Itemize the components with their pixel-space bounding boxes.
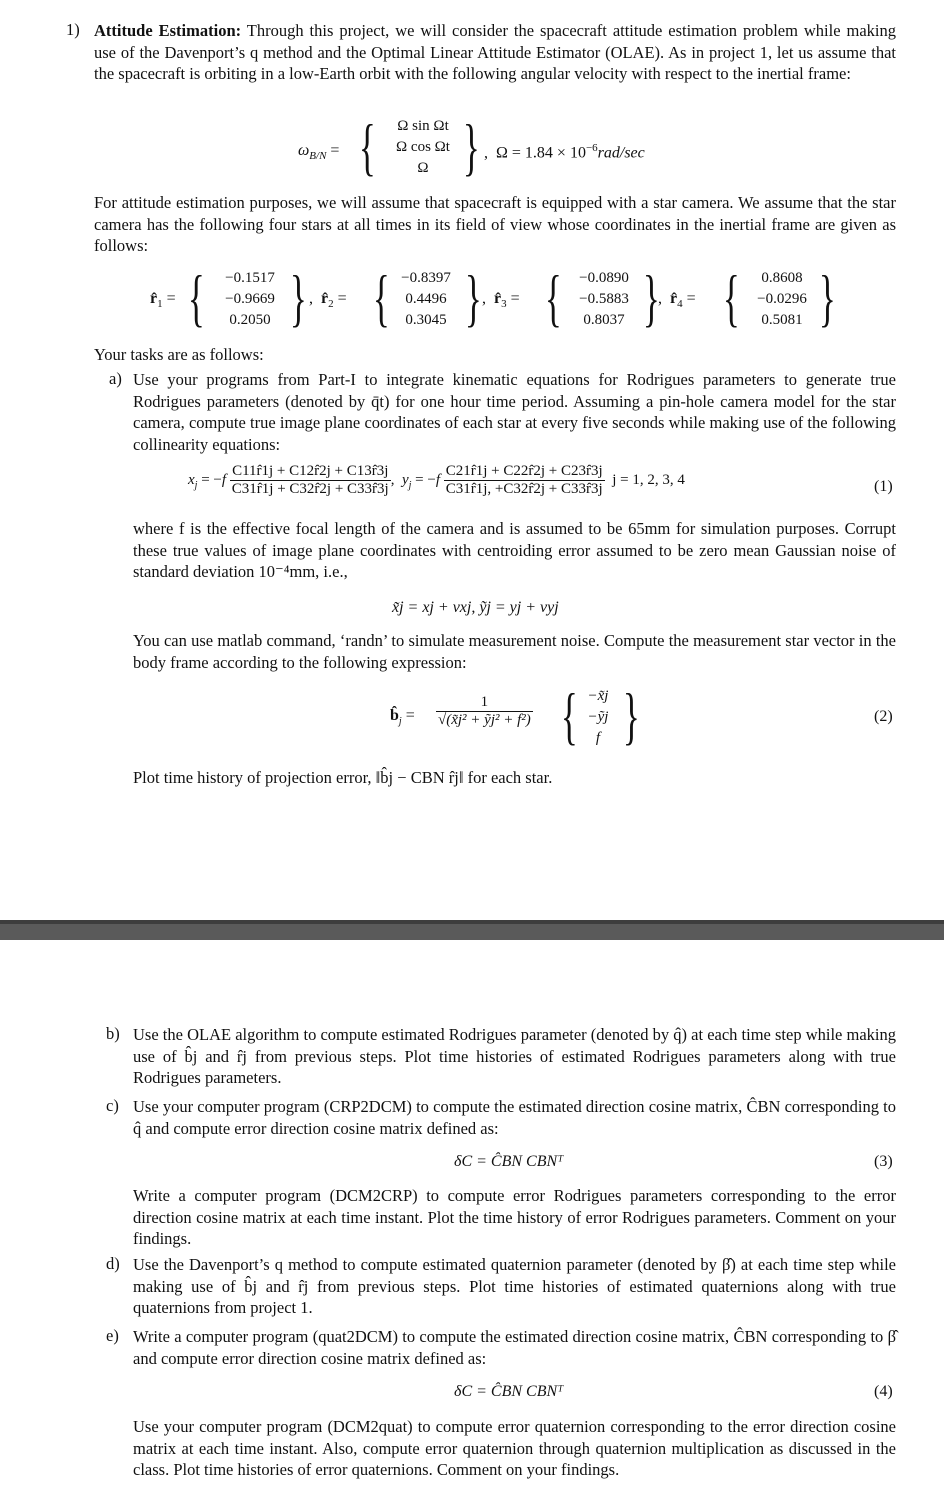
star-4-left-brace: {	[722, 262, 740, 333]
star-3-x: −0.0890	[579, 270, 629, 286]
star-2-vector	[386, 268, 466, 331]
star-1-x: −0.1517	[225, 270, 275, 286]
star-1-right-brace: }	[289, 262, 307, 333]
task-e-text: Write a computer program (quat2DCM) to compute the estimated direction cosine matrix, ĈBN corresponding to β̂ and compute error direction cosine matrix defined as:	[133, 1327, 896, 1368]
star-1-z: 0.2050	[229, 312, 271, 328]
task-a-text: Use your programs from Part-I to integrate kinematic equations for Rodrigues parameters to generate true Rodrigues parameters (denoted by q̄t) for one hour time period. Assuming a pin-hole camera model for the star camera, compute true image plane coordinates of each star at every five seconds while making use of the following collinearity equations:	[133, 370, 896, 454]
star-camera-text: For attitude estimation purposes, we will assume that spacecraft is equipped with a star camera. We assume that the star camera has the following four stars at all times in its field of view whose coordinates in the inertial frame are given as follows:	[94, 193, 896, 256]
omega-component-2: Ω cos Ωt	[396, 139, 450, 155]
noise-equation: x̃j = xj + νxj, ỹj = yj + νyj	[392, 599, 559, 616]
omega-component-3: Ω	[417, 160, 429, 176]
body-vector-y: −ỹj	[587, 709, 609, 725]
task-b-label: b)	[106, 1024, 120, 1043]
omega-value: , $\Omega = 1.84 \times 10^{-6}rad/\sec$	[484, 142, 645, 162]
equation-number-3: (3)	[874, 1153, 893, 1170]
star-3-right-brace: }	[642, 262, 660, 333]
task-c-text: Use your computer program (CRP2DCM) to compute the estimated direction cosine matrix, ĈBN corresponding to q̂ and compute error direction cosine matrix defined as:	[133, 1097, 896, 1138]
omega-component-1: Ω sin Ωt	[397, 118, 449, 134]
task-d-text: Use the Davenport’s q method to compute estimated quaternion parameter (denoted by β̂) at each time step while making use of b̂j and r̂j from previous steps. Plot time histories of estimated quaternions along with true quaternions from project 1.	[133, 1255, 896, 1318]
task-e-equation: δC = ĈBN CBNᵀ	[454, 1383, 564, 1400]
body-vector-x: −x̃j	[587, 688, 609, 704]
index-range: j = 1, 2, 3, 4	[612, 471, 685, 488]
page-divider	[0, 920, 944, 940]
star-4-y: −0.0296	[757, 291, 807, 307]
y-denominator: C31r̂1j, +C32r̂2j + C33r̂3j	[445, 481, 603, 497]
star-4-z: 0.5081	[761, 312, 803, 328]
y-fraction	[444, 463, 605, 498]
star-4-label: , $r̂_4$ =	[658, 290, 696, 311]
body-vector-left-brace: {	[560, 680, 578, 751]
star-2-left-brace: {	[372, 262, 390, 333]
problem-number: 1)	[66, 20, 80, 39]
star-4-x: 0.8608	[761, 270, 803, 286]
star-2-label: , $r̂_2$ =	[309, 290, 347, 311]
task-a-label: a)	[109, 369, 122, 388]
star-1-y: −0.9669	[225, 291, 275, 307]
body-vector-z: f	[595, 730, 601, 746]
page-bottom	[0, 940, 944, 1506]
equation-number-4: (4)	[874, 1383, 893, 1400]
tasks-heading: Your tasks are as follows:	[94, 345, 264, 364]
problem-intro	[94, 20, 896, 85]
star-4-vector	[742, 268, 822, 331]
task-c-text-2: Write a computer program (DCM2CRP) to compute error Rodrigues parameters corresponding to the error direction cosine matrix at each time instant. Plot the time history of error Rodrigues parameters. Comment on your findings.	[133, 1186, 896, 1249]
problem-intro-text: Through this project, we will consider the spacecraft attitude estimation problem while making use of the Davenport’s q method and the Optimal Linear Attitude Estimator (OLAE). As in project 1, let us assume that the spacecraft is orbiting in a low-Earth orbit with the following angular velocity with respect to the inertial frame:	[94, 21, 896, 84]
star-3-z: 0.8037	[583, 312, 625, 328]
omega-right-brace: }	[462, 111, 480, 182]
equation-number-1: (1)	[874, 478, 893, 495]
fraction-numerator: 1	[436, 694, 533, 712]
task-b-text: Use the OLAE algorithm to compute estimated Rodrigues parameter (denoted by q̂) at each time step while making use of b̂j and r̂j from previous steps. Plot time histories of estimated Rodrigues parameters along with true Rodrigues parameters.	[133, 1025, 896, 1088]
task-a-text-4: Plot time history of projection error, ‖b̂j − CBN r̂j‖ for each star.	[133, 768, 553, 787]
star-1-left-brace: {	[187, 262, 205, 333]
star-4-right-brace: }	[818, 262, 836, 333]
star-2-right-brace: }	[464, 262, 482, 333]
body-vector-components	[570, 686, 626, 749]
star-2-z: 0.3045	[405, 312, 447, 328]
star-2-x: −0.8397	[401, 270, 451, 286]
problem-title: Attitude Estimation:	[94, 21, 242, 40]
task-e-text-2: Use your computer program (DCM2quat) to compute error quaternion corresponding to the error direction cosine matrix at each time instant. Also, compute error quaternion through quaternion multiplication as discussed in the class. Plot time histories of error quaternions. Comment on your findings.	[133, 1417, 896, 1480]
task-a-text-2: where f is the effective focal length of the camera and is assumed to be 65mm for simulation purposes. Corrupt these true values of image plane coordinates with centroiding error assumed to be zero mean Gaussian noise of standard deviation 10⁻⁴mm, i.e.,	[133, 519, 896, 582]
task-c-label: c)	[106, 1096, 119, 1115]
task-e-label: e)	[106, 1326, 119, 1345]
star-1-label: $r̂_1$ =	[150, 290, 176, 311]
task-a-text-3: You can use matlab command, ‘randn’ to simulate measurement noise. Compute the measurement star vector in the body frame according to the following expression:	[133, 631, 896, 672]
collinearity-equations: $x_j = -f$ $\frac{C11r̂1j + C12r̂2j + C13r̂3j}{C31r̂1j + C32r̂2j + C33r̂3j}$ , $y_j = -f$ $\frac{C21r̂1j + C22r̂2j + C23r̂3j}{C31r̂1j, +C32r̂2j + C33r̂3j}$ j = 1, 2, 3, 4	[188, 463, 685, 497]
star-1-vector	[210, 268, 290, 331]
star-2-y: 0.4496	[405, 291, 447, 307]
x-denominator: C31r̂1j + C32r̂2j + C33r̂3j	[231, 481, 389, 497]
body-vector-right-brace: }	[622, 680, 640, 751]
body-vector-fraction	[436, 694, 533, 729]
star-3-label: , $r̂_3$ =	[482, 290, 520, 311]
omega-vector	[382, 116, 464, 179]
star-3-y: −0.5883	[579, 291, 629, 307]
x-fraction	[230, 463, 391, 498]
omega-left-brace: {	[358, 111, 376, 182]
star-3-vector	[564, 268, 644, 331]
task-d-label: d)	[106, 1254, 120, 1273]
star-3-left-brace: {	[544, 262, 562, 333]
x-numerator: C11r̂1j + C12r̂2j + C13r̂3j	[230, 463, 391, 481]
y-numerator: C21r̂1j + C22r̂2j + C23r̂3j	[445, 463, 603, 479]
body-vector-lhs: $b̂_j$ =	[390, 707, 415, 728]
task-c-equation: δC = ĈBN CBNᵀ	[454, 1153, 564, 1170]
equation-number-2: (2)	[874, 708, 893, 725]
omega-lhs: $\omega_{B/N}$ =	[298, 142, 340, 163]
fraction-denominator: √(x̃j² + ỹj² + f²)	[438, 712, 531, 728]
